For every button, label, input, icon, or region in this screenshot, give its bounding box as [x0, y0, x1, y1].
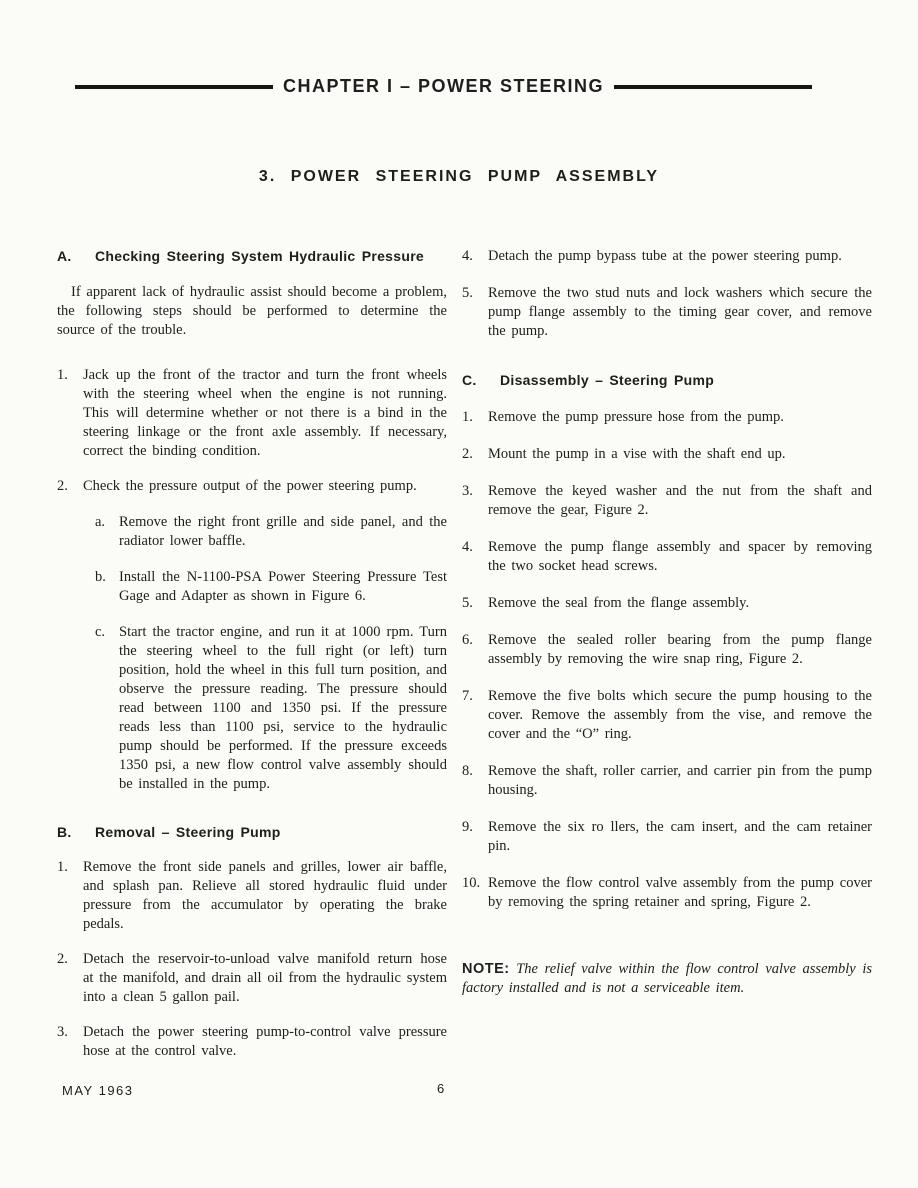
sub-list-item-letter: a. [95, 514, 106, 530]
list-item-text: Check the pressure output of the power steering pump. [83, 478, 417, 494]
list-item-text: Remove the flow control valve assembly from the pump cover by removing the spring retainer and spring, Figure 2. [488, 875, 872, 910]
sub-list-item-text: Install the N-1100-PSA Power Steering Pressure Test Gage and Adapter as shown in Figure 6. [119, 569, 447, 604]
section-letter: A. [57, 248, 72, 264]
list-item [462, 762, 872, 800]
list-item-number: 1. [57, 859, 68, 875]
list-item-text: Remove the two stud nuts and lock washers which secure the pump flange assembly to the timing gear cover, and remove the pump. [488, 285, 872, 339]
list-item-number: 1. [57, 367, 68, 383]
list-item-number: 3. [57, 1024, 68, 1040]
list-item-text: Jack up the front of the tractor and turn the front wheels with the steering wheel when the engine is not running. This will determine whether or not there is a bind in the steering linkage or the front axle assembly. If necessary, correct the binding condition. [83, 367, 447, 459]
section-title: Removal – Steering Pump [95, 824, 281, 840]
list-item-number: 2. [462, 446, 473, 462]
list-item [462, 538, 872, 576]
note-label: NOTE: [462, 961, 510, 977]
sub-list-item-letter: c. [95, 624, 106, 640]
note [462, 960, 872, 998]
list-item-text: Remove the pump flange assembly and spacer by removing the two socket head screws. [488, 539, 872, 574]
section-title: Checking Steering System Hydraulic Pressure [95, 248, 425, 264]
section-a-intro-paragraph: If apparent lack of hydraulic assist should become a problem, the following steps should be performed to determine the source of the trouble. [57, 284, 447, 338]
list-item [57, 477, 447, 496]
list-item-number: 5. [462, 595, 473, 611]
list-item-text: Remove the six ro llers, the cam insert, and the cam retainer pin. [488, 819, 872, 854]
list-item-number: 5. [462, 285, 473, 301]
list-item [462, 594, 872, 613]
section-heading-b [57, 823, 447, 842]
footer-date: MAY 1963 [62, 1083, 134, 1098]
list-item-number: 2. [57, 478, 68, 494]
chapter-header [75, 76, 812, 97]
sub-list-item-letter: b. [95, 569, 106, 585]
note-text: The relief valve within the flow control valve assembly is factory installed and is not a serviceable item. [462, 961, 872, 996]
section-heading-a [57, 247, 447, 266]
list-item-number: 3. [462, 483, 473, 499]
list-item [462, 445, 872, 464]
list-item-text: Remove the five bolts which secure the pump housing to the cover. Remove the assembly from the vise, and remove the cover and the “O” ring. [488, 688, 872, 742]
list-item-text: Remove the keyed washer and the nut from the shaft and remove the gear, Figure 2. [488, 483, 872, 518]
right-column [462, 247, 872, 998]
section-title: Disassembly – Steering Pump [500, 372, 715, 388]
sub-list-item-text: Remove the right front grille and side panel, and the radiator lower baffle. [119, 514, 447, 549]
sub-list-item [95, 513, 447, 551]
list-item-number: 1. [462, 409, 473, 425]
list-item [462, 874, 872, 912]
list-item-text: Detach the power steering pump-to-control valve pressure hose at the control valve. [83, 1024, 447, 1059]
list-item-text: Remove the pump pressure hose from the pump. [488, 409, 784, 425]
section-letter: C. [462, 372, 477, 388]
left-column [57, 247, 447, 1061]
list-item [462, 408, 872, 427]
list-item [462, 631, 872, 669]
list-item [57, 950, 447, 1007]
list-item-number: 7. [462, 688, 473, 704]
list-item [57, 366, 447, 461]
list-item-text: Remove the front side panels and grilles, lower air baffle, and splash pan. Relieve all stored hydraulic fluid under pressure from the accumulator by operating the brake pedals. [83, 859, 447, 932]
list-item-text: Remove the shaft, roller carrier, and carrier pin from the pump housing. [488, 763, 872, 798]
section-letter: B. [57, 824, 72, 840]
sub-list-item-text: Start the tractor engine, and run it at 1000 rpm. Turn the steering wheel to the full right (or left) turn position, hold the wheel in this full turn position, and observe the pressure reading. The pressure should read between 1100 and 1350 psi. If the pressure reads less than 1100 psi, service to the hydraulic pump should be performed. If the pressure exceeds 1350 psi, a new flow control valve assembly should be installed in the pump. [119, 624, 447, 792]
list-item-number: 6. [462, 632, 473, 648]
list-item-text: Detach the pump bypass tube at the power steering pump. [488, 248, 842, 264]
list-item-text: Mount the pump in a vise with the shaft end up. [488, 446, 786, 462]
list-item-number: 9. [462, 819, 473, 835]
list-item-number: 4. [462, 248, 473, 264]
list-item-number: 10. [462, 875, 481, 891]
list-item [57, 1023, 447, 1061]
list-item-number: 4. [462, 539, 473, 555]
header-rule-left [75, 85, 273, 89]
list-item-number: 8. [462, 763, 473, 779]
page-number: 6 [437, 1081, 445, 1096]
chapter-title: CHAPTER I – POWER STEERING [282, 76, 605, 96]
list-item-number: 2. [57, 951, 68, 967]
header-rule-right [614, 85, 812, 89]
page-title: 3. POWER STEERING PUMP ASSEMBLY [258, 168, 660, 185]
list-item [462, 687, 872, 744]
list-item [462, 818, 872, 856]
list-item-text: Remove the sealed roller bearing from the pump flange assembly by removing the wire snap ring, Figure 2. [488, 632, 872, 667]
section-heading-c [462, 371, 872, 390]
list-item [462, 482, 872, 520]
list-item-text: Detach the reservoir-to-unload valve manifold return hose at the manifold, and drain all oil from the hydraulic system into a clean 5 gallon pail. [83, 951, 447, 1005]
sub-list-item [95, 568, 447, 606]
list-item [57, 858, 447, 934]
list-item [462, 284, 872, 341]
list-item-text: Remove the seal from the flange assembly. [488, 595, 750, 611]
list-item [462, 247, 872, 266]
sub-list-item [95, 623, 447, 794]
